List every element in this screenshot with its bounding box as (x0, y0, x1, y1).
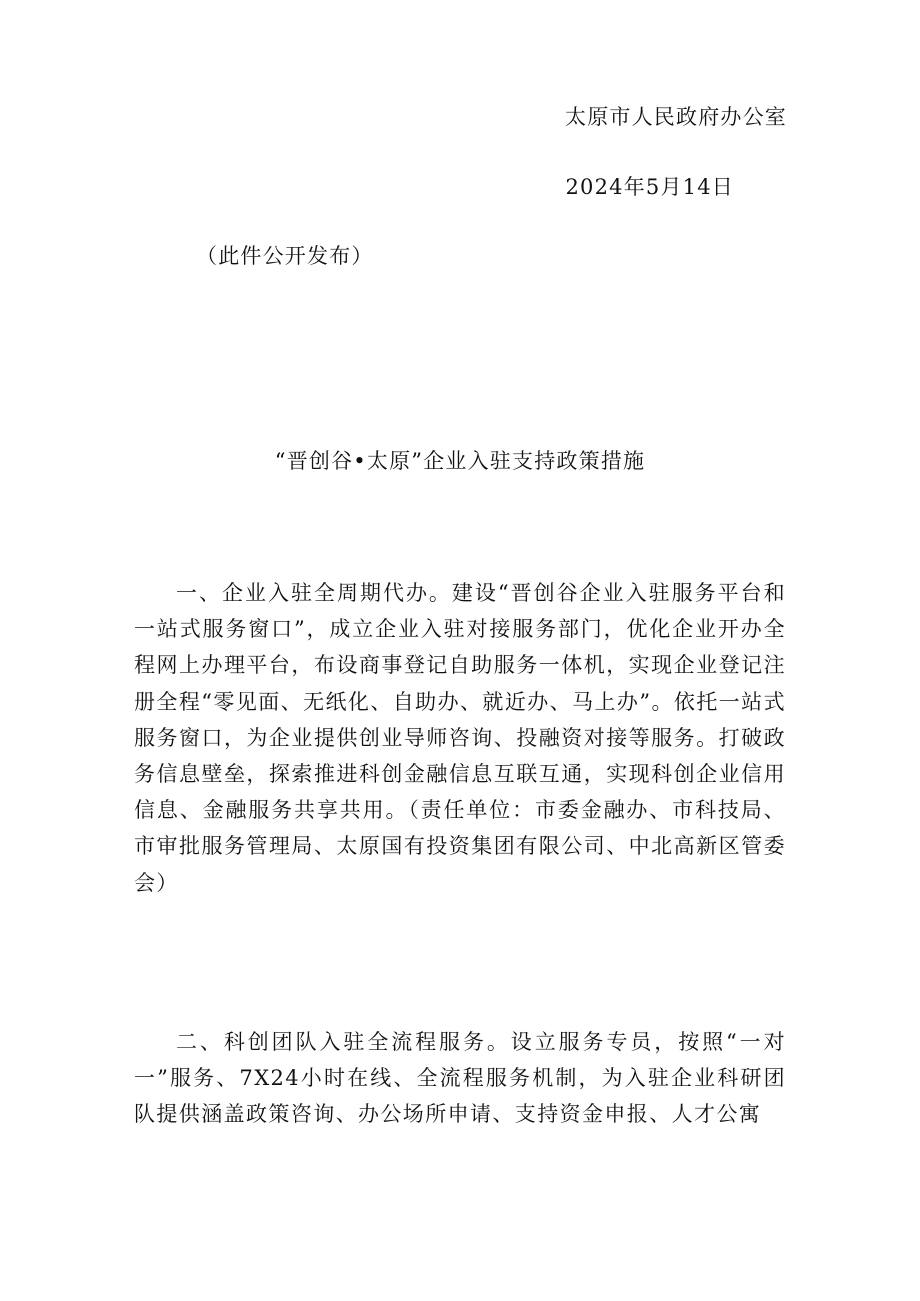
publication-note: （此件公开发布） (196, 244, 374, 268)
document-title: “晋创谷•太原”企业入驻支持政策措施 (274, 449, 646, 473)
issue-date: 2024年5月14日 (565, 175, 734, 199)
paragraph-2: 二、科创团队入驻全流程服务。设立服务专员，按照“一对一”服务、7X24小时在线、全流程服务机制，为入驻企业科研团队提供涵盖政策咨询、办公场所申请、支持资金申报、人才公寓 (134, 1030, 786, 1127)
issuer-name: 太原市人民政府办公室 (565, 105, 787, 129)
paragraph-1: 一、企业入驻全周期代办。建设“晋创谷企业入驻服务平台和一站式服务窗口”，成立企业入驻对接服务部门，优化企业开办全程网上办理平台，布设商事登记自助服务一体机，实现企业登记注册全程“零见面、无纸化、自助办、就近办、马上办”。依托一站式服务窗口，为企业提供创业导师咨询、投融资对接等服务。打破政务信息壁垒，探索推进科创金融信息互联互通，实现科创企业信用信息、金融服务共享共用。（责任单位：市委金融办、市科技局、市审批服务管理局、太原国有投资集团有限公司、中北高新区管委会） (134, 581, 786, 895)
